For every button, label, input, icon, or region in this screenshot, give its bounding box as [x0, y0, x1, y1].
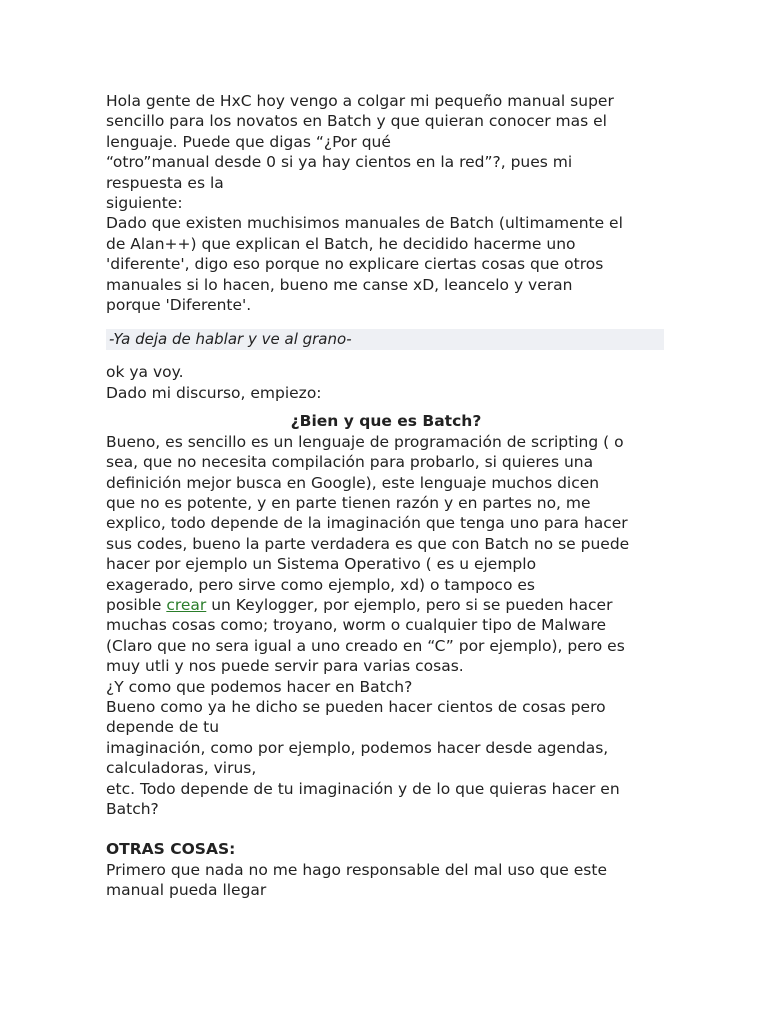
- intro-line: de Alan++) que explican el Batch, he decidido hacerme uno: [106, 234, 576, 253]
- spacer: [106, 819, 666, 839]
- body-line: etc. Todo depende de tu imaginación y de lo que quieras hacer en: [106, 779, 620, 798]
- body-line: que no es potente, y en parte tienen razón y en partes no, me: [106, 493, 591, 512]
- intro-line: Hola gente de HxC hoy vengo a colgar mi pequeño manual super: [106, 92, 614, 110]
- quote-block: -Ya deja de hablar y ve al grano-: [106, 329, 664, 350]
- intro-line: sencillo para los novatos en Batch y que quieran conocer mas el: [106, 112, 607, 131]
- body-line: Bueno como ya he dicho se pueden hacer cientos de cosas pero: [106, 697, 606, 716]
- body-line: Batch?: [106, 800, 159, 818]
- body-line: ¿Y como que podemos hacer en Batch?: [106, 677, 413, 696]
- body-line: imaginación, como por ejemplo, podemos hacer desde agendas,: [106, 738, 609, 757]
- otras-heading: OTRAS COSAS:: [106, 840, 236, 859]
- body-line: sea, que no necesita compilación para probarlo, si quieres una: [106, 453, 594, 472]
- intro-line: manuales si lo hacen, bueno me canse xD, leancelo y veran: [106, 275, 573, 294]
- text-line: ok ya voy.: [106, 363, 184, 382]
- body-line: [106, 595, 666, 615]
- intro-line: 'diferente', digo eso porque no explicare ciertas cosas que otros: [106, 255, 604, 274]
- body-line: depende de tu: [106, 718, 220, 737]
- body-line: (Claro que no sera igual a uno creado en “C” por ejemplo), pero es: [106, 636, 625, 655]
- document-body: [106, 91, 666, 901]
- text-line: Dado mi discurso, empiezo:: [106, 383, 322, 402]
- body-line: definición mejor busca en Google), este lenguaje muchos dicen: [106, 473, 600, 492]
- body-line: muchas cosas como; troyano, worm o cualquier tipo de Malware: [106, 616, 607, 635]
- body-text: posible: [106, 595, 167, 614]
- crear-link[interactable]: crear: [166, 595, 207, 614]
- intro-line: respuesta es la: [106, 173, 224, 192]
- body-line: sus codes, bueno la parte verdadera es que con Batch no se puede: [106, 534, 630, 553]
- otras-line: manual pueda llegar: [106, 881, 267, 900]
- body-line: muy utli y nos puede servir para varias cosas.: [106, 657, 464, 676]
- body-line: exagerado, pero sirve como ejemplo, xd) o tampoco es: [106, 575, 535, 594]
- body-line: hacer por ejemplo un Sistema Operativo ( es u ejemplo: [106, 555, 537, 574]
- body-text: un Keylogger, por ejemplo, pero si se pueden hacer: [206, 595, 613, 614]
- intro-line: “otro”manual desde 0 si ya hay cientos en la red”?, pues mi: [106, 153, 573, 172]
- intro-line: lenguaje. Puede que digas “¿Por qué: [106, 132, 391, 151]
- body-line: Bueno, es sencillo es un lenguaje de programación de scripting ( o: [106, 432, 624, 451]
- section-heading: ¿Bien y que es Batch?: [290, 412, 482, 431]
- otras-line: Primero que nada no me hago responsable del mal uso que este: [106, 860, 607, 879]
- body-line: explico, todo depende de la imaginación que tenga uno para hacer: [106, 514, 628, 533]
- body-line: calculadoras, virus,: [106, 759, 257, 778]
- intro-line: Dado que existen muchisimos manuales de Batch (ultimamente el: [106, 214, 623, 233]
- intro-line: porque 'Diferente'.: [106, 296, 252, 315]
- intro-line: siguiente:: [106, 194, 183, 213]
